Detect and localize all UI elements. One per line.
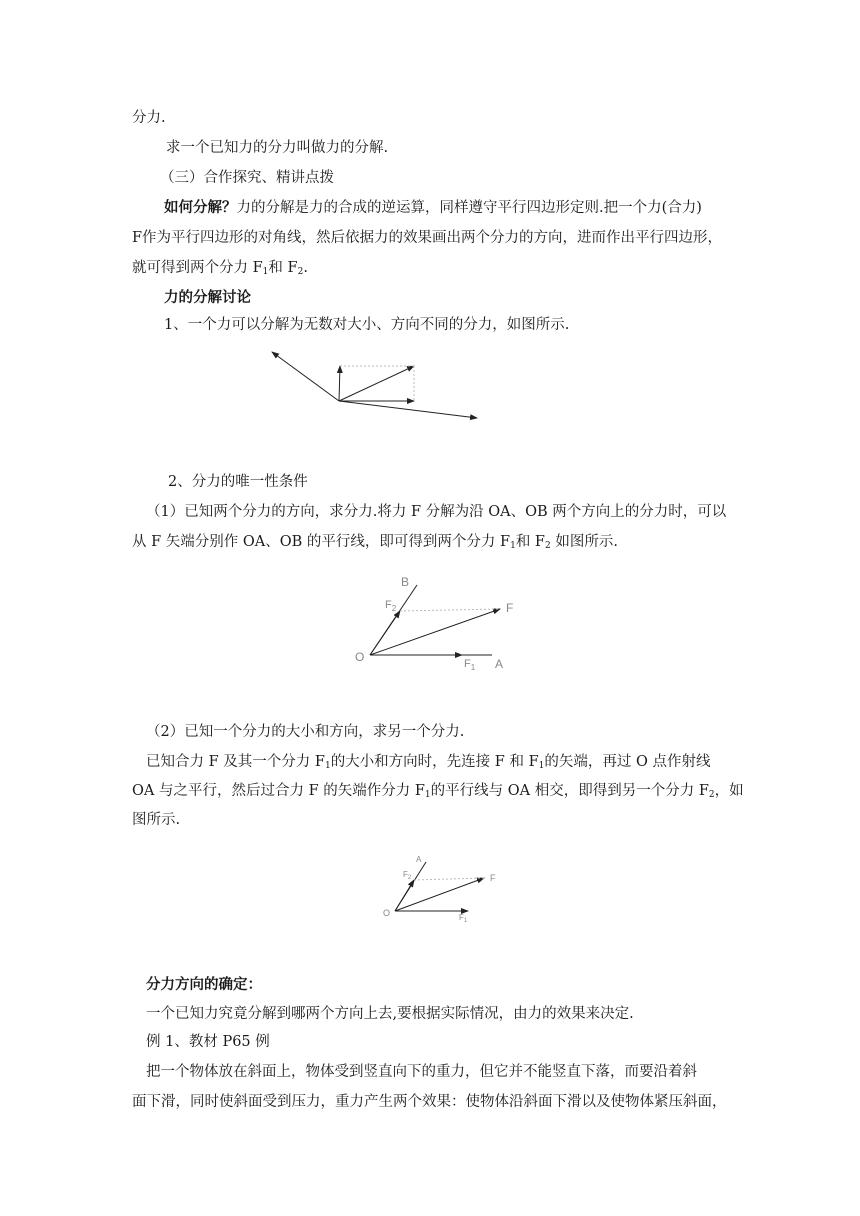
label-A: A bbox=[495, 657, 504, 671]
parallel-guide bbox=[414, 878, 484, 880]
paragraph-line: 把一个物体放在斜面上，物体受到竖直向下的重力，但它并不能竖直下落，而要沿着斜 bbox=[146, 1064, 697, 1080]
label-F: F bbox=[490, 873, 496, 883]
bold-lead: 如何分解？ bbox=[164, 200, 237, 216]
text: 已知合力 F 及其一个分力 F bbox=[146, 754, 325, 770]
paragraph-line: （1）已知两个分力的方向，求分力.将力 F 分解为沿 OA、OB 两个方向上的分力时，可以 bbox=[146, 504, 727, 520]
text: ，如 bbox=[714, 783, 744, 799]
label-B: B bbox=[401, 575, 410, 589]
subscript: 1 bbox=[262, 267, 269, 277]
paragraph-line: （2）已知一个分力的大小和方向，求另一个分力. bbox=[146, 724, 465, 740]
text-line: 求一个已知力的分力叫做力的分解. bbox=[166, 140, 389, 156]
text-line: 例 1、教材 P65 例 bbox=[146, 1034, 270, 1050]
label-F2: $F_2$ bbox=[403, 870, 412, 881]
text-line: 1、一个力可以分解为无数对大小、方向不同的分力，如图所示. bbox=[164, 317, 570, 333]
label-F1: $F_1$ bbox=[464, 658, 476, 672]
subscript: 2 bbox=[297, 267, 304, 277]
label-F1: $F_1$ bbox=[459, 913, 468, 924]
text: 力的分解是力的合成的逆运算，同样遵守平行四边形定则.把一个力(合力) bbox=[236, 200, 702, 216]
subscript: 1 bbox=[324, 761, 331, 771]
section-heading: （三）合作探究、精讲点拨 bbox=[160, 170, 334, 186]
subscript: 2 bbox=[708, 790, 715, 800]
text: OA 与之平行，然后过合力 F 的矢端作分力 F bbox=[132, 783, 425, 799]
force-F bbox=[395, 878, 484, 911]
text: 如图所示. bbox=[550, 534, 618, 550]
label-F: F bbox=[506, 601, 514, 615]
text: 和 F bbox=[268, 260, 298, 276]
label-O: O bbox=[355, 650, 365, 664]
text: . bbox=[303, 260, 308, 276]
subscript: 2 bbox=[544, 541, 551, 551]
paragraph-line: 图所示. bbox=[132, 812, 181, 828]
label-F2: $F_2$ bbox=[385, 599, 397, 613]
subheading: 2、分力的唯一性条件 bbox=[168, 474, 308, 490]
paragraph-line: F作为平行四边形的对角线，然后依据力的效果画出两个分力的方向，进而作出平行四边形， bbox=[132, 230, 723, 246]
subheading: 分力方向的确定： bbox=[146, 977, 262, 993]
text: 的大小和方向时，先连接 F 和 F bbox=[330, 754, 539, 770]
label-O: O bbox=[383, 908, 391, 918]
subheading: 力的分解讨论 bbox=[164, 290, 251, 306]
subscript: 1 bbox=[510, 541, 516, 551]
force-F2 bbox=[395, 880, 414, 911]
paragraph-line: 面下滑，同时使斜面受到压力，重力产生两个效果：使物体沿斜面下滑以及使物体紧压斜面， bbox=[132, 1094, 727, 1110]
text: 从 F 矢端分别作 OA、OB 的平行线，即可得到两个分力 F bbox=[132, 534, 511, 550]
subscript: 1 bbox=[538, 761, 545, 771]
text: 的矢端，再过 O 点作射线 bbox=[544, 754, 711, 770]
text-line: 分力. bbox=[132, 110, 166, 126]
text: 和 F bbox=[515, 534, 545, 550]
label-A: A bbox=[416, 855, 422, 864]
text: 的平行线与 OA 相交，即得到另一个分力 F bbox=[430, 783, 709, 799]
text: 就可得到两个分力 F bbox=[132, 260, 263, 276]
text-line: 一个已知力究竟分解到哪两个方向上去,要根据实际情况，由力的效果来决定. bbox=[146, 1006, 634, 1022]
subscript: 1 bbox=[424, 790, 431, 800]
